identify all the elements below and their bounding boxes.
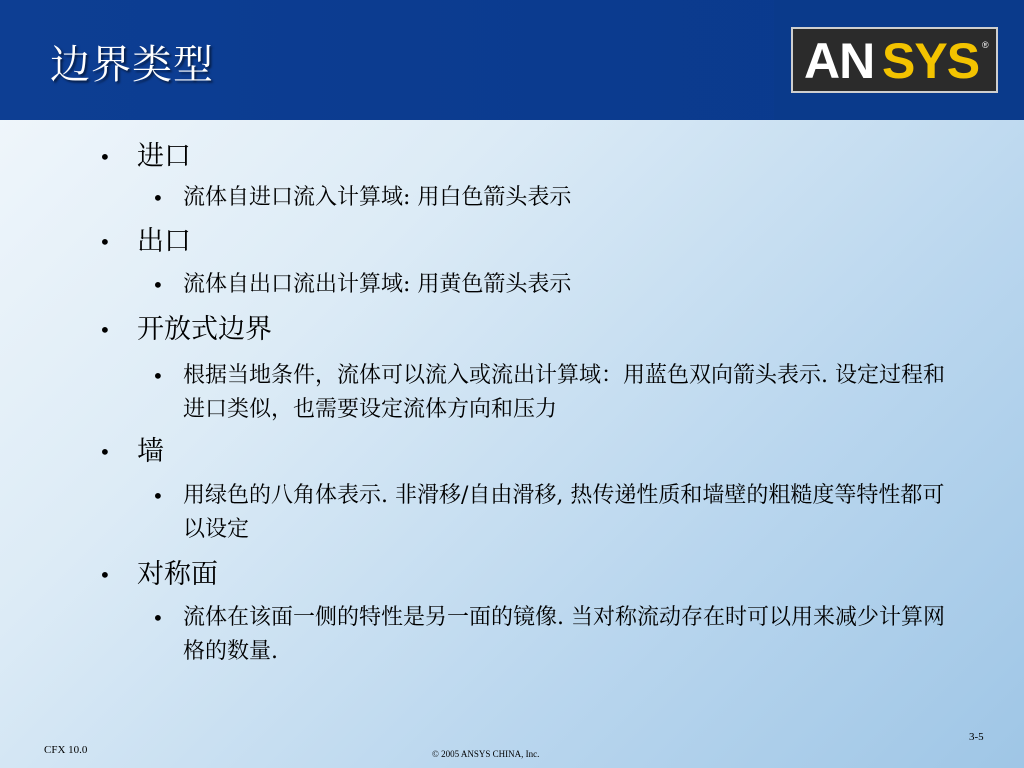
svg-text:SYS: SYS (881, 34, 979, 86)
sub-bullet-icon: • (152, 606, 164, 630)
subitem-text: 根据当地条件，流体可以流入或流出计算域：用蓝色双向箭头表示. 设定过程和进口类似，也需要设定流体方向和压力 (183, 363, 945, 422)
sub-bullet-icon: • (152, 484, 164, 508)
sub-bullet-icon: • (152, 273, 164, 297)
footer-copyright: © 2005 ANSYS CHINA, Inc. (432, 749, 540, 759)
subitem-text: 流体在该面一侧的特性是另一面的镜像. 当对称流动存在时可以用来减少计算网格的数量. (183, 605, 945, 664)
bullet-icon: • (99, 563, 111, 587)
item-heading: 出口 (137, 226, 191, 257)
svg-text:AN: AN (803, 34, 874, 86)
subitem-text: 用绿色的八角体表示. 非滑移/自由滑移, 热传递性质和墙壁的粗糙度等特性都可以设定 (183, 483, 945, 542)
bullet-icon: • (99, 440, 111, 464)
subitem-text: 流体自进口流入计算域: 用白色箭头表示 (183, 185, 572, 210)
page-number: 3-5 (969, 731, 984, 743)
footer-version: CFX 10.0 (44, 744, 88, 756)
item-heading: 进口 (137, 141, 191, 172)
ansys-logo (791, 27, 998, 93)
subitem-text: 流体自出口流出计算域: 用黄色箭头表示 (183, 272, 572, 297)
sub-bullet-icon: • (152, 186, 164, 210)
item-heading: 对称面 (137, 559, 218, 590)
bullet-icon: • (99, 145, 111, 169)
svg-text:®: ® (981, 40, 989, 50)
item-heading: 开放式边界 (137, 314, 272, 345)
item-heading: 墙 (137, 436, 164, 467)
slide-title: 边界类型 (50, 42, 214, 88)
bullet-icon: • (99, 318, 111, 342)
bullet-icon: • (99, 230, 111, 254)
sub-bullet-icon: • (152, 364, 164, 388)
